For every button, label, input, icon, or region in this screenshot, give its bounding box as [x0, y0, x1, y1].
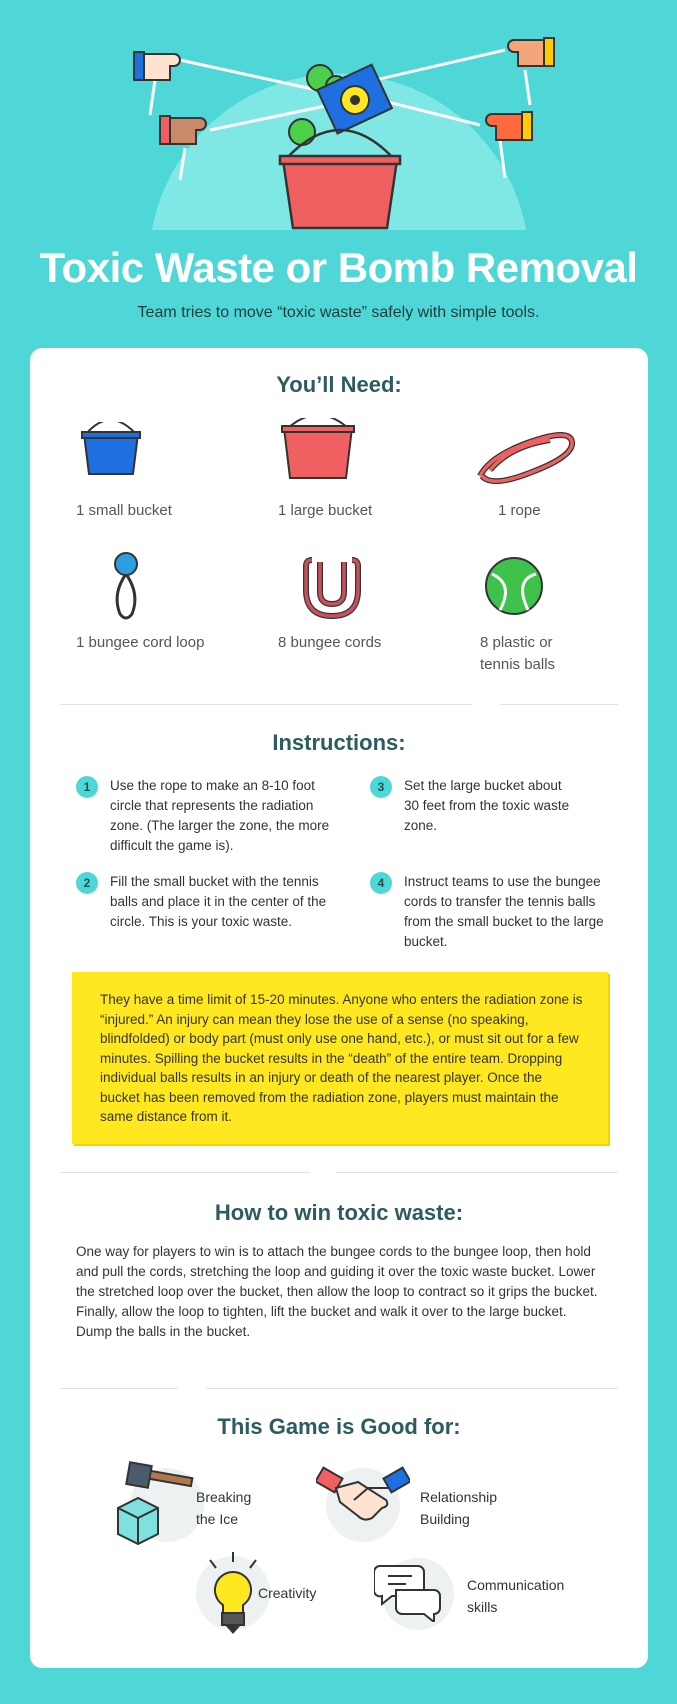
- good-for-label: the Ice: [196, 1511, 239, 1527]
- need-item-label: 1 large bucket: [278, 502, 373, 519]
- good-for-label: skills: [467, 1599, 498, 1615]
- lightbulb-icon: [200, 1552, 266, 1636]
- divider: [60, 1388, 178, 1389]
- need-item-label: 1 bungee cord loop: [76, 634, 205, 651]
- step-text: Use the rope to make an 8-10 foot circle that represents the radiation zone. (The larger the zone, the more difficult the game is).: [110, 778, 330, 853]
- need-item-label: 1 rope: [498, 502, 541, 519]
- good-for-label: Building: [420, 1511, 470, 1527]
- small-bucket-icon: [76, 422, 146, 478]
- need-item-label: 1 small bucket: [76, 502, 172, 519]
- tennis-ball-icon: [482, 552, 546, 616]
- need-item-label: 8 plastic or tennis balls: [480, 634, 556, 673]
- good-for-creativity: [258, 1582, 316, 1604]
- step-text: Set the large bucket about 30 feet from the toxic waste zone.: [404, 778, 570, 833]
- step-text: Fill the small bucket with the tennis balls and place it in the center of the circle. This is your toxic waste.: [110, 874, 327, 929]
- handshake-icon: [316, 1466, 410, 1526]
- bungee-loop-icon: [106, 552, 146, 622]
- hero-illustration: [0, 0, 677, 240]
- divider: [206, 1388, 618, 1389]
- rules-note: [72, 972, 608, 1144]
- step-number: 3: [370, 776, 392, 798]
- good-for-breaking-ice: [196, 1486, 251, 1530]
- win-heading: How to win toxic waste:: [214, 1200, 464, 1225]
- step-number: 4: [370, 872, 392, 894]
- rules-note-text: They have a time limit of 15-20 minutes. Anyone who enters the radiation zone is “injured.” An injury can mean they lose the use of a sense (no speaking, blindfolded) or body part (must only use one hand, etc.), or must sit out for a few minutes. Spilling the bucket results in the “death” of the entire team. Dropping individual balls results in an injury or death of the nearest player. Once the bucket has been removed from the radiation zone, players must maintain the same distance from it.: [100, 992, 583, 1124]
- divider: [336, 1172, 618, 1173]
- win-text: One way for players to win is to attach the bungee cords to the bungee loop, then hold and pull the cords, stretching the loop and guiding it over the toxic waste bucket. Lower the stretched loop over the bucket, then allow the loop to contract so it grips the bucket. Finally, allow the loop to tighten, lift the bucket and walk it over to the large bucket. Dump the balls in the bucket.: [76, 1244, 598, 1339]
- good-for-label: Communication: [467, 1577, 565, 1593]
- bungee-cords-icon: [300, 552, 364, 622]
- divider: [60, 704, 472, 705]
- good-for-heading: This Game is Good for:: [217, 1414, 461, 1439]
- good-for-communication: [467, 1574, 564, 1618]
- good-for-label: Breaking: [196, 1489, 252, 1505]
- content-card: [30, 348, 648, 1668]
- instructions-heading: Instructions:: [272, 730, 406, 755]
- step-number: 1: [76, 776, 98, 798]
- rope-icon: [470, 422, 580, 488]
- divider: [60, 1172, 310, 1173]
- good-for-label: Relationship: [420, 1489, 498, 1505]
- need-item-label: 8 bungee cords: [278, 634, 382, 651]
- step-text: Instruct teams to use the bungee cords to transfer the tennis balls from the small bucket to the large bucket.: [404, 874, 604, 949]
- needs-heading: You’ll Need:: [276, 372, 402, 397]
- page-subtitle: Team tries to move “toxic waste” safely with simple tools.: [137, 304, 540, 321]
- divider: [500, 704, 618, 705]
- large-bucket-icon: [278, 418, 358, 480]
- good-for-label: Creativity: [258, 1585, 317, 1601]
- step-number: 2: [76, 872, 98, 894]
- page-title: Toxic Waste or Bomb Removal: [39, 244, 638, 291]
- speech-bubbles-icon: [374, 1558, 446, 1622]
- good-for-relationship: [420, 1486, 497, 1530]
